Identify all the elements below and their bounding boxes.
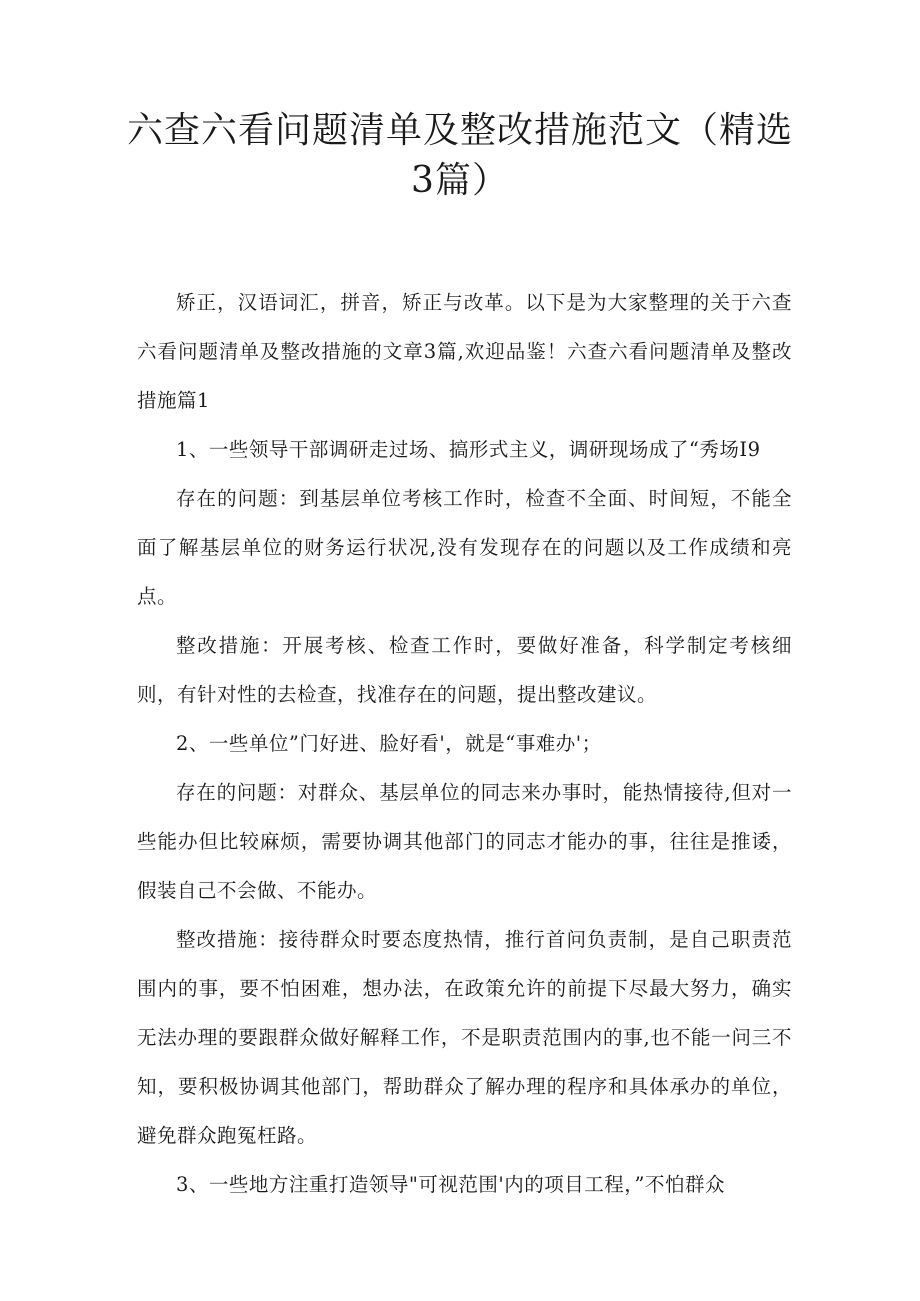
document-title: 六查六看问题清单及整改措施范文（精选3篇） [126, 110, 793, 201]
paragraph-measure-1: 整改措施：开展考核、检查工作时，要做好准备，科学制定考核细则，有针对性的去检查，找准存在的问题，提出整改建议。 [137, 634, 792, 706]
paragraph-problem-1: 存在的问题：到基层单位考核工作时，检查不全面、时间短，不能全面了解基层单位的财务运行状况,没有发现存在的问题以及工作成绩和亮点。 [137, 487, 792, 608]
paragraph-problem-2: 存在的问题：对群众、基层单位的同志来办事时，能热情接待,但对一些能办但比较麻烦，需要协调其他部门的同志才能办的事，往往是推诿，假装自己不会做、不能办。 [137, 781, 792, 902]
paragraph-intro: 矫正，汉语词汇，拼音，矫正与改革。以下是为大家整理的关于六查六看问题清单及整改措施的文章3篇,欢迎品鉴！六查六看问题清单及整改措施篇1 [137, 291, 792, 412]
paragraph-measure-2: 整改措施：接待群众时要态度热情，推行首问负责制，是自己职责范围内的事，要不怕困难，想办法，在政策允许的前提下尽最大努力，确实无法办理的要跟群众做好解释工作，不是职责范围内的事,也不能一问三不知，要积极协调其他部门，帮助群众了解办理的程序和具体承办的单位，避免群众跑冤枉路。 [137, 928, 792, 1147]
paragraph-item-1: 1、一些领导干部调研走过场、搞形式主义，调研现场成了“秀场I9 [176, 438, 761, 461]
paragraph-item-2: 2、一些单位”门好进、脸好看'，就是“事难办'； [176, 732, 602, 755]
document-body [137, 278, 792, 1209]
paragraph-item-3: 3、一些地方注重打造领导"可视范围'内的项目工程，”不怕群众 [176, 1173, 725, 1196]
